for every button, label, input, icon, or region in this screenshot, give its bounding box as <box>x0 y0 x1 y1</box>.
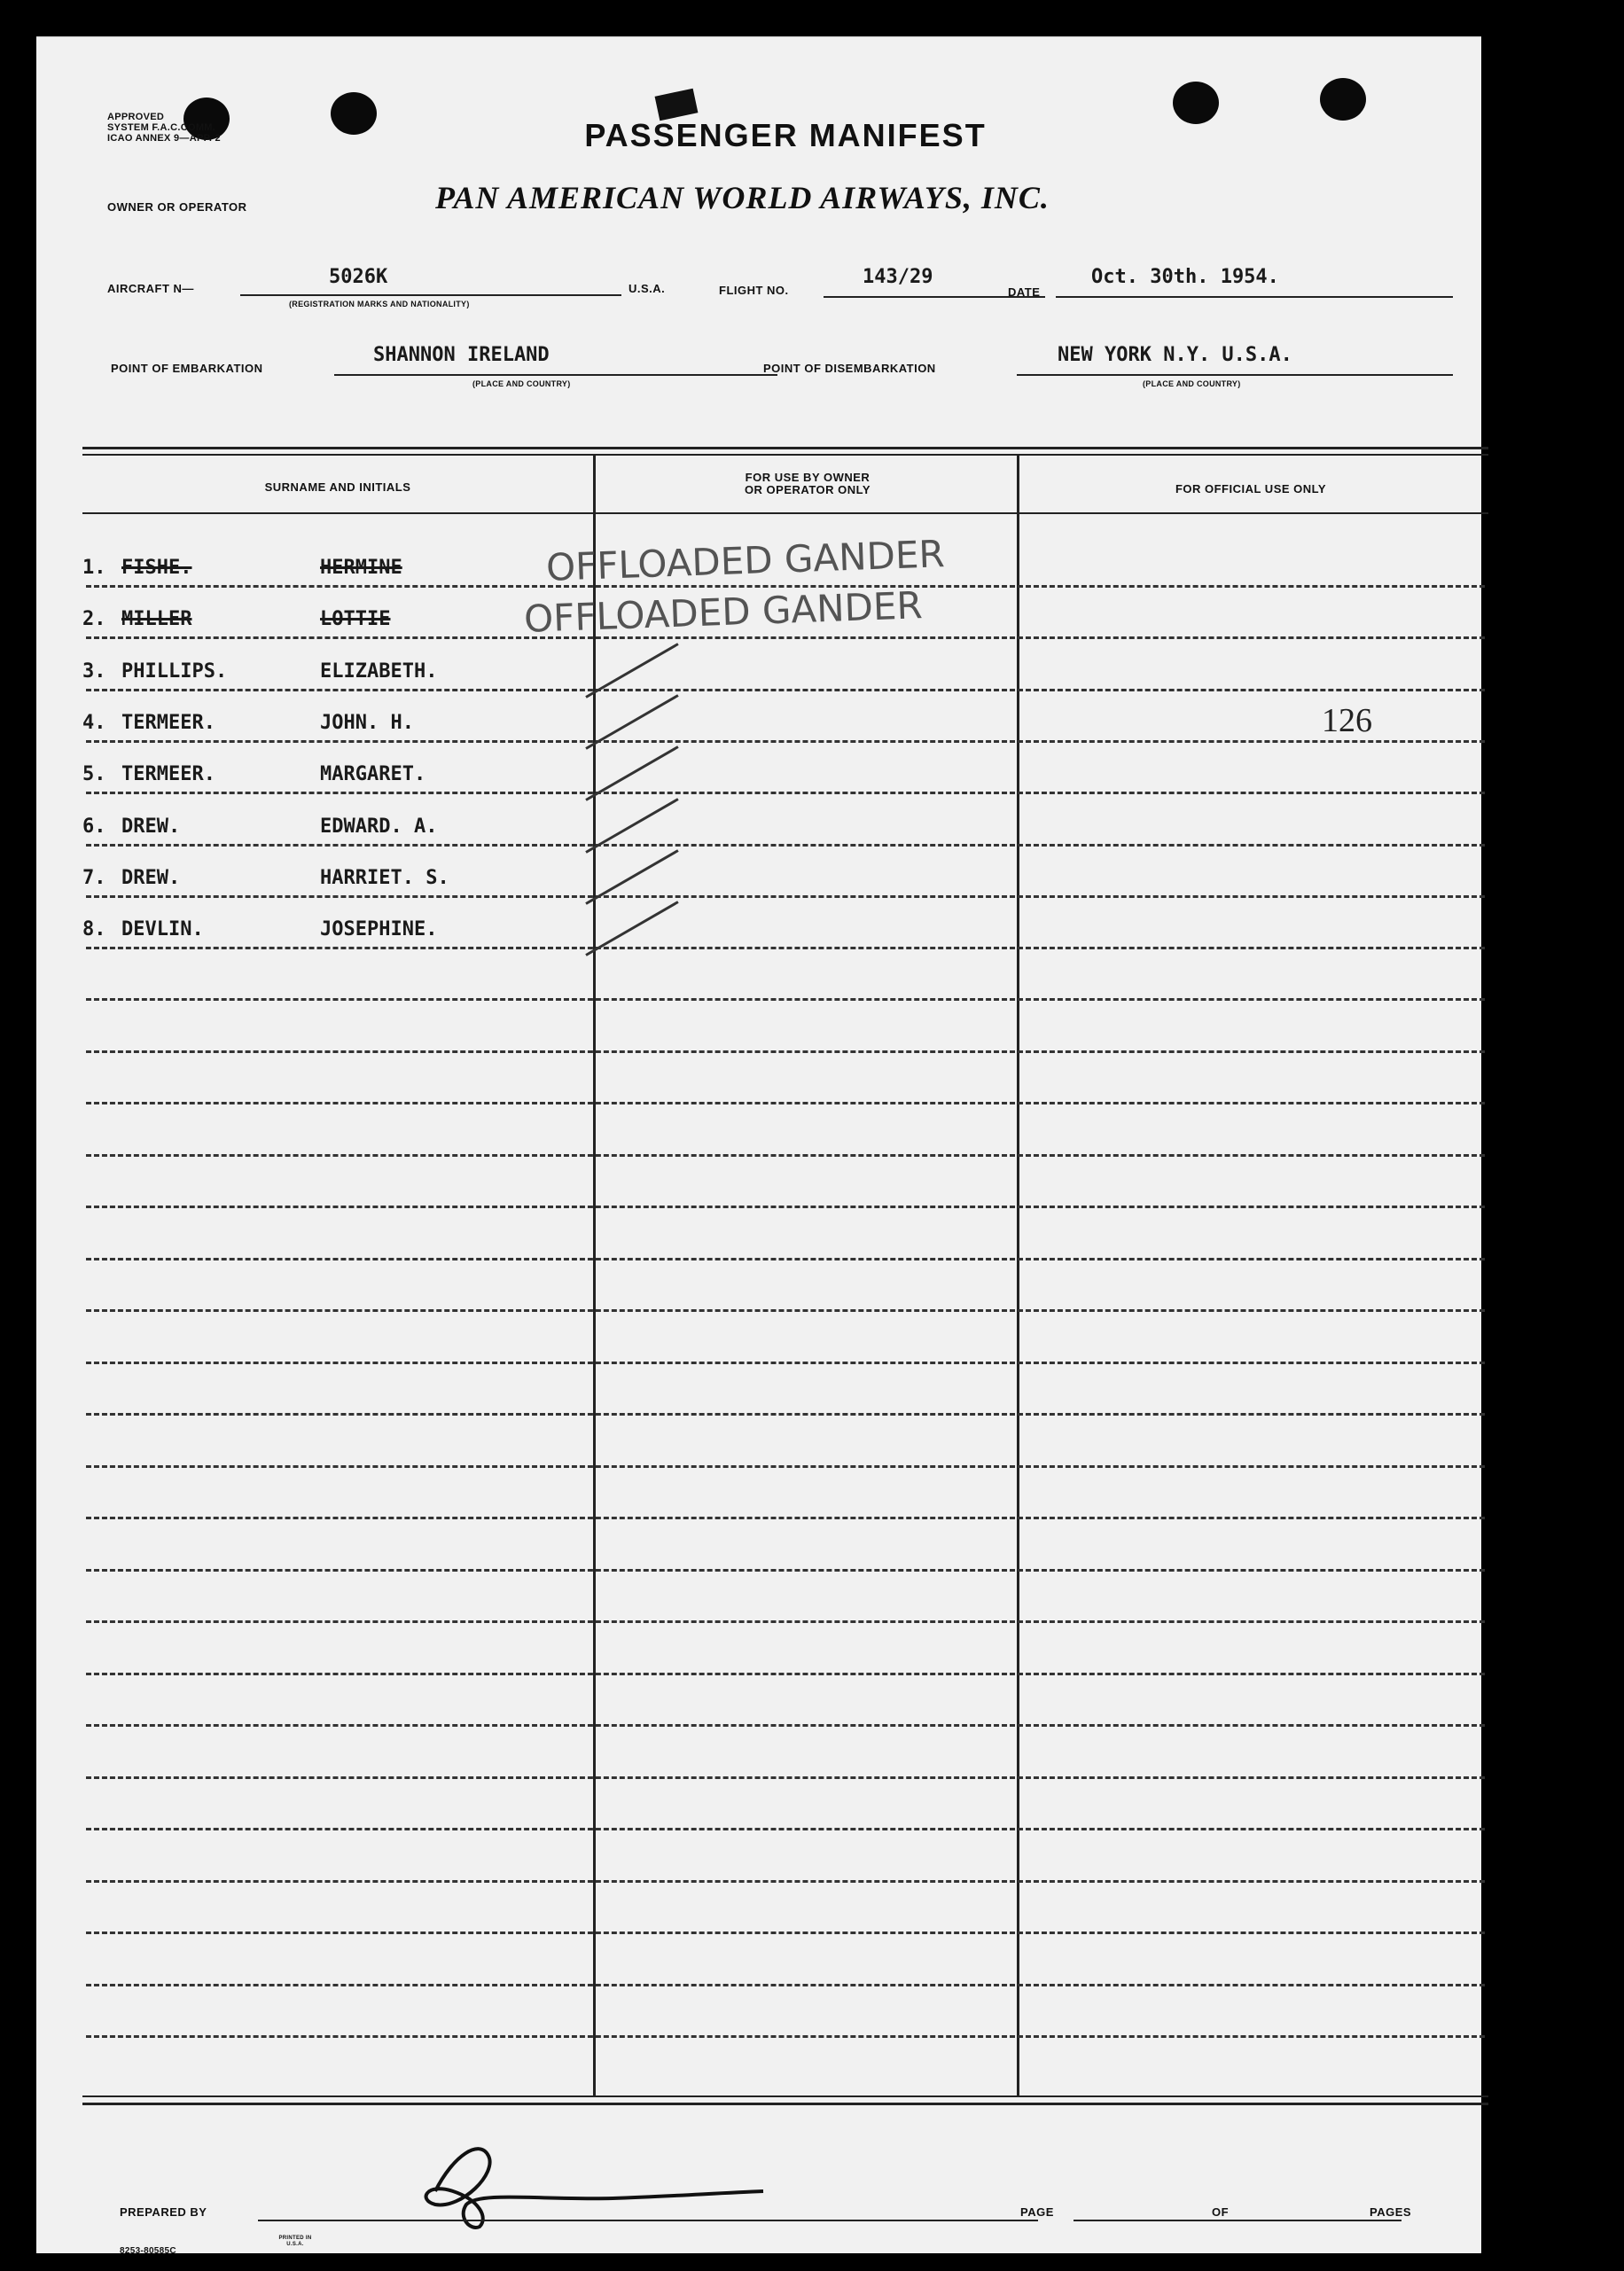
row-rule <box>86 844 1485 847</box>
empty-row-rule <box>86 1050 1485 1053</box>
embarkation-value: SHANNON IRELAND <box>373 344 550 366</box>
empty-row-rule <box>86 1673 1485 1675</box>
passenger-surname: DEVLIN. <box>121 918 204 941</box>
disembarkation-value: NEW YORK N.Y. U.S.A. <box>1058 344 1292 366</box>
row-rule <box>86 792 1485 794</box>
official-use-value: 126 <box>1322 701 1372 739</box>
approval-note <box>107 112 221 144</box>
row-number: 8. <box>82 918 106 941</box>
empty-row-rule <box>86 1154 1485 1157</box>
page-label: PAGE <box>1020 2205 1054 2219</box>
passenger-surname: TERMEER. <box>121 711 215 734</box>
row-rule <box>86 895 1485 898</box>
approval-line: ICAO ANNEX 9—APP. 2 <box>107 133 221 144</box>
aircraft-caption: (REGISTRATION MARKS AND NATIONALITY) <box>289 300 470 308</box>
row-rule <box>86 740 1485 743</box>
embarkation-caption: (PLACE AND COUNTRY) <box>472 379 571 388</box>
approval-line: SYSTEM F.A.C.COMM. <box>107 122 216 133</box>
aircraft-value: 5026K <box>329 266 388 288</box>
col-surname-header: SURNAME AND INITIALS <box>264 480 411 494</box>
header-rule <box>82 512 1488 514</box>
form-number: 8253-80585C <box>120 2246 176 2256</box>
passenger-given-name: ELIZABETH. <box>320 659 438 683</box>
flight-label: FLIGHT NO. <box>719 284 789 297</box>
empty-row-rule <box>86 1776 1485 1779</box>
column-divider <box>593 456 596 2095</box>
passenger-surname: DREW. <box>121 866 181 889</box>
prepared-by-line <box>258 2220 1038 2221</box>
date-label: DATE <box>1008 285 1041 299</box>
punch-hole <box>1173 82 1219 124</box>
date-value: Oct. 30th. 1954. <box>1091 266 1279 288</box>
passenger-given-name: MARGARET. <box>320 763 426 786</box>
passenger-given-name: JOHN. H. <box>320 711 414 734</box>
row-number: 2. <box>82 608 106 631</box>
passenger-surname: TERMEER. <box>121 763 215 786</box>
column-divider <box>1017 456 1019 2095</box>
manifest-sheet <box>36 36 1481 2256</box>
passenger-given-name: EDWARD. A. <box>320 815 438 838</box>
row-number: 3. <box>82 659 106 683</box>
passenger-given-name: LOTTIE <box>320 608 391 631</box>
empty-row-rule <box>86 1362 1485 1364</box>
of-label: OF <box>1212 2205 1230 2219</box>
row-number: 7. <box>82 866 106 889</box>
prepared-by-label: PREPARED BY <box>120 2205 207 2219</box>
embarkation-label: POINT OF EMBARKATION <box>111 362 263 375</box>
row-number: 5. <box>82 763 106 786</box>
passenger-surname: FISHE. <box>121 557 192 579</box>
row-number: 6. <box>82 815 106 838</box>
row-rule <box>86 636 1485 639</box>
passenger-given-name: HERMINE <box>320 557 402 579</box>
empty-row-rule <box>86 1569 1485 1572</box>
flight-value: 143/29 <box>863 266 933 288</box>
disembarkation-label: POINT OF DISEMBARKATION <box>763 362 936 375</box>
empty-row-rule <box>86 1309 1485 1312</box>
row-number: 4. <box>82 711 106 734</box>
of-line <box>1242 2220 1401 2221</box>
table-top-rule <box>82 454 1488 456</box>
empty-row-rule <box>86 1102 1485 1104</box>
empty-row-rule <box>86 1724 1485 1727</box>
torn-mark <box>655 89 699 121</box>
col-owner-header <box>604 472 1011 496</box>
offloaded-stamp: OFFLOADED GANDER <box>545 532 946 589</box>
aircraft-label: AIRCRAFT N— <box>107 282 194 295</box>
date-underline <box>1056 296 1453 298</box>
embarkation-underline <box>334 374 777 376</box>
table-bottom-rule <box>82 2103 1488 2105</box>
empty-row-rule <box>86 1465 1485 1468</box>
printed-mark: PRINTED IN U.S.A. <box>278 2236 312 2247</box>
empty-row-rule <box>86 1620 1485 1623</box>
passenger-given-name: JOSEPHINE. <box>320 918 438 941</box>
owner-label: OWNER OR OPERATOR <box>107 200 247 214</box>
row-rule <box>86 947 1485 949</box>
empty-row-rule <box>86 1828 1485 1830</box>
disembarkation-caption: (PLACE AND COUNTRY) <box>1143 379 1241 388</box>
empty-row-rule <box>86 1258 1485 1260</box>
table-top-rule <box>82 447 1488 449</box>
col-owner-header-line: FOR USE BY OWNER <box>745 471 871 484</box>
row-number: 1. <box>82 557 106 579</box>
pages-label: PAGES <box>1370 2205 1412 2219</box>
disembarkation-underline <box>1017 374 1453 376</box>
empty-row-rule <box>86 998 1485 1001</box>
empty-row-rule <box>86 1880 1485 1883</box>
passenger-surname: PHILLIPS. <box>121 659 228 683</box>
offloaded-stamp: OFFLOADED GANDER <box>523 583 924 642</box>
table-bottom-rule <box>82 2095 1488 2097</box>
col-official-header: FOR OFFICIAL USE ONLY <box>1175 482 1327 496</box>
punch-hole <box>1320 78 1366 121</box>
document-title: PASSENGER MANIFEST <box>584 117 987 153</box>
passenger-given-name: HARRIET. S. <box>320 866 449 889</box>
empty-row-rule <box>86 1413 1485 1416</box>
punch-hole <box>331 92 377 135</box>
page-line <box>1074 2220 1242 2221</box>
empty-row-rule <box>86 2035 1485 2038</box>
passenger-surname: MILLER <box>121 608 192 631</box>
aircraft-underline <box>240 294 621 296</box>
empty-row-rule <box>86 1517 1485 1519</box>
usa-label: U.S.A. <box>629 282 666 295</box>
col-owner-header-line: OR OPERATOR ONLY <box>744 483 871 496</box>
owner-value: PAN AMERICAN WORLD AIRWAYS, INC. <box>435 180 1050 215</box>
approval-line: APPROVED <box>107 112 165 122</box>
empty-row-rule <box>86 1206 1485 1208</box>
empty-row-rule <box>86 1932 1485 1934</box>
empty-row-rule <box>86 1984 1485 1986</box>
passenger-surname: DREW. <box>121 815 181 838</box>
row-rule <box>86 689 1485 691</box>
